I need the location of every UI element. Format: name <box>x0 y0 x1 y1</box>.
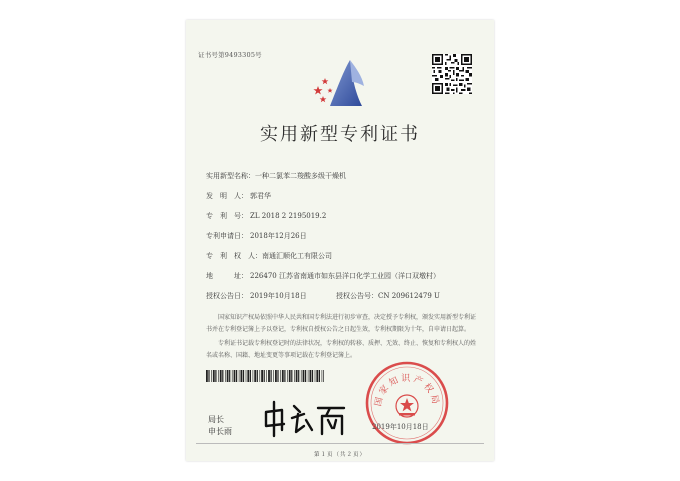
barcode-icon <box>206 370 324 382</box>
field-value: CN 209612479 U <box>378 292 440 300</box>
field-patent-number <box>206 212 326 221</box>
footer-divider <box>196 443 484 444</box>
field-inventor <box>206 192 271 201</box>
field-label: 授权公告号： <box>336 292 378 300</box>
field-value: 南通汇顺化工有限公司 <box>262 252 332 260</box>
field-grant-date <box>206 292 440 301</box>
field-label: 地 址： <box>206 272 248 280</box>
official-seal-icon <box>364 360 450 446</box>
field-label: 实用新型名称： <box>206 172 255 180</box>
field-value: 2018年12月26日 <box>250 232 307 240</box>
patent-certificate <box>186 20 494 461</box>
field-application-date <box>206 232 307 241</box>
cnipa-logo-icon <box>310 56 370 112</box>
field-value: ZL 2018 2 2195019.2 <box>250 212 327 220</box>
field-patentee <box>206 252 332 261</box>
field-value: 郭君华 <box>250 192 271 200</box>
field-address <box>206 272 480 281</box>
qr-code-icon <box>432 54 472 94</box>
field-utility-model-name <box>206 172 346 181</box>
field-label: 发 明 人： <box>206 192 248 200</box>
field-value: 一种二氯苯二羧酸多级干燥机 <box>255 172 346 180</box>
certificate-number: 证书号第9493305号 <box>198 51 262 59</box>
grant-notice <box>206 312 476 362</box>
field-label: 专 利 号： <box>206 212 248 220</box>
director-name: 申长雨 <box>208 427 232 436</box>
field-label: 授权公告日： <box>206 292 248 300</box>
field-value: 226470 江苏省南通市如东县洋口化学工业园（洋口双墩村） <box>250 272 440 280</box>
seal-date: 2019年10月18日 <box>372 423 429 431</box>
field-label: 专 利 权 人： <box>206 252 262 260</box>
certificate-title: 实用新型专利证书 <box>260 124 420 145</box>
director-title: 局长 <box>208 415 224 424</box>
notice-paragraph: 国家知识产权局依照中华人民共和国专利法进行初步审查，决定授予专利权，颁发实用新型专利证书并在专利登记簿上予以登记，专利权自授权公告之日起生效，专利权期限为十年，自申请日起算。 <box>206 314 477 333</box>
seal-text: 国家知识产权局 <box>373 374 441 408</box>
notice-paragraph: 专利证书记载专利权登记时的法律状况，专利权的转移、质押、无效、终止、恢复和专利权人的姓名或名称、国籍、地址变更等事项记载在专利登记簿上。 <box>206 340 477 359</box>
field-value: 2019年10月18日 <box>250 292 307 300</box>
signature-icon <box>260 396 348 440</box>
field-label: 专利申请日： <box>206 232 248 240</box>
page-footer: 第１页（共２页） <box>313 452 366 458</box>
